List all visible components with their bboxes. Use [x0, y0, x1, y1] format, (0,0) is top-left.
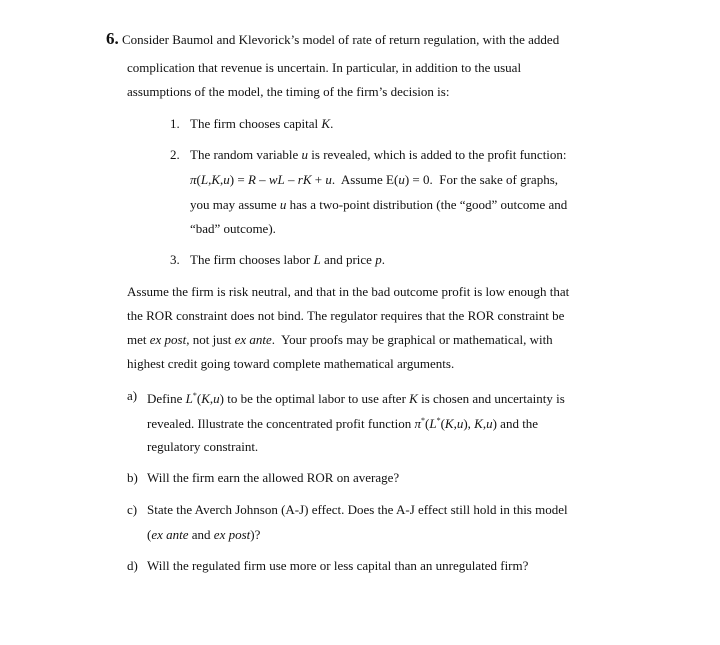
- question-b-marker: b): [127, 470, 138, 485]
- question-c-line-1: State the Averch Johnson (A-J) effect. Does the A-J effect still hold in this model: [147, 502, 568, 517]
- step-1-text: The firm chooses capital K.: [190, 116, 334, 131]
- step-2-line-4: “bad” outcome).: [190, 221, 276, 236]
- assumptions-line-2: the ROR constraint does not bind. The regulator requires that the ROR constraint be: [127, 308, 565, 323]
- question-c-marker: c): [127, 502, 138, 517]
- intro-line-3: assumptions of the model, the timing of the firm’s decision is:: [127, 84, 450, 99]
- question-c-line-2: (ex ante and ex post)?: [147, 527, 261, 542]
- question-d-line-1: Will the regulated firm use more or less capital than an unregulated firm?: [147, 558, 529, 573]
- step-3-marker: 3.: [170, 252, 180, 267]
- question-a-line-3: regulatory constraint.: [147, 439, 259, 454]
- step-2-line-2: π(L,K,u) = R – wL – rK + u. Assume E(u) = 0. For the sake of graphs,: [190, 172, 559, 187]
- problem-first-line: [106, 31, 559, 48]
- intro-line-2: complication that revenue is uncertain. In particular, in addition to the usual: [127, 60, 522, 75]
- assumptions-line-4: highest credit going toward complete mathematical arguments.: [127, 356, 455, 371]
- question-d-marker: d): [127, 558, 138, 573]
- step-2-line-3: you may assume u has a two-point distribution (the “good” outcome and: [190, 197, 568, 212]
- step-1-marker: 1.: [170, 116, 180, 131]
- question-a-line-2: revealed. Illustrate the concentrated profit function π*(L*(K,u), K,u) and the: [147, 416, 539, 431]
- question-b-line-1: Will the firm earn the allowed ROR on average?: [147, 470, 400, 485]
- problem-number: 6.: [106, 29, 119, 48]
- assumptions-line-3: met ex post, not just ex ante. Your proofs may be graphical or mathematical, with: [127, 332, 553, 347]
- question-a-marker: a): [127, 388, 138, 403]
- step-2-marker: 2.: [170, 147, 180, 162]
- step-3-text: The firm chooses labor L and price p.: [190, 252, 385, 267]
- intro-line-1: Consider Baumol and Klevorick’s model of rate of return regulation, with the added: [122, 32, 560, 47]
- assumptions-line-1: Assume the firm is risk neutral, and that in the bad outcome profit is low enough that: [127, 284, 570, 299]
- question-a-line-1: Define L*(K,u) to be the optimal labor to use after K is chosen and uncertainty is: [147, 391, 565, 406]
- step-2-line-1: The random variable u is revealed, which is added to the profit function:: [190, 147, 567, 162]
